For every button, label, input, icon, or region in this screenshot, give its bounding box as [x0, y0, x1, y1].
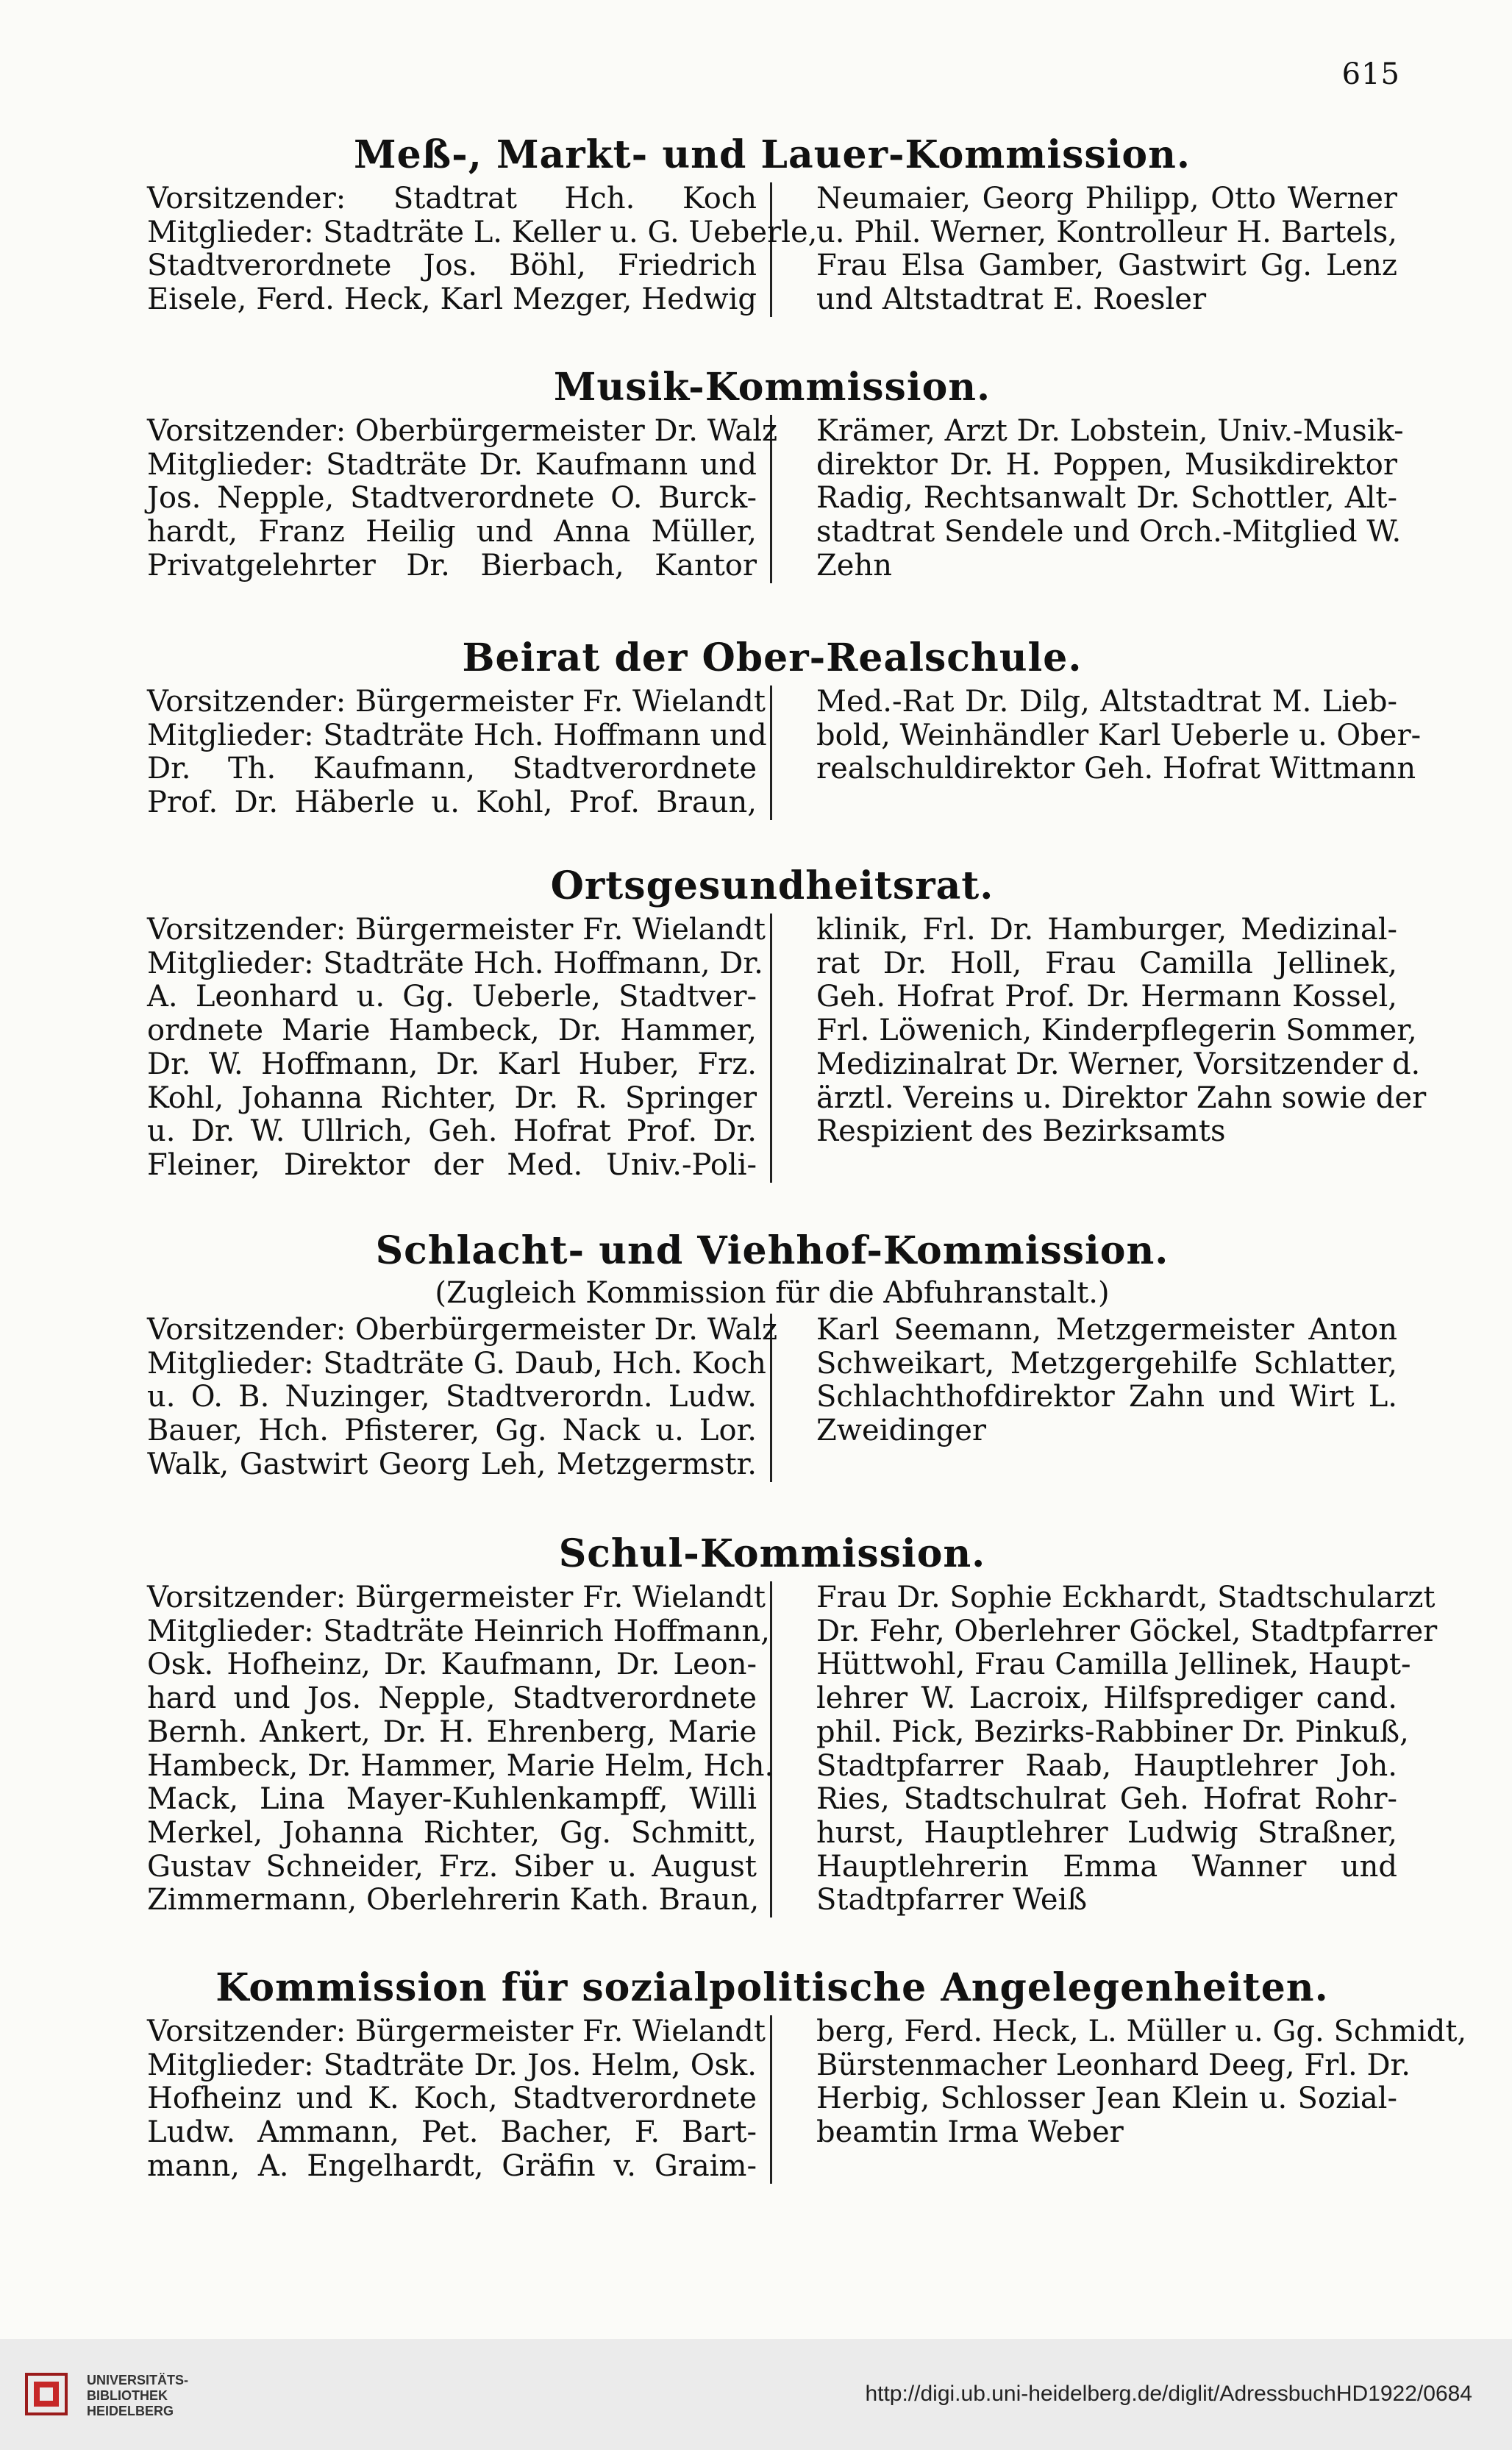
left-column	[147, 914, 772, 1183]
text-line: Herbig, Schlosser Jean Klein u. Sozial-	[816, 2082, 1397, 2116]
text-line: Vorsitzender: Oberbürgermeister Dr. Walz	[147, 1313, 778, 1347]
text-line: Karl Seemann, Metzgermeister Anton	[816, 1313, 1397, 1347]
section-heading: Beirat der Ober-Realschule.	[462, 635, 1083, 680]
text-line: Eisele, Ferd. Heck, Karl Mezger, Hedwig	[147, 282, 757, 317]
text-line: Stadtpfarrer Weiß	[816, 1883, 1088, 1917]
text-line: Zehn	[816, 548, 892, 583]
text-line: Mack, Lina Mayer-Kuhlenkampff, Willi	[147, 1782, 757, 1817]
text-line: realschuldirektor Geh. Hofrat Wittmann	[816, 752, 1416, 786]
text-line: Hofheinz und K. Koch, Stadtverordnete	[147, 2082, 757, 2116]
section-sozialpolitische-angelegenheiten	[147, 1964, 1467, 2184]
left-column	[147, 1313, 778, 1482]
library-name	[87, 2373, 188, 2419]
two-column-text	[147, 913, 1427, 1183]
text-line: hardt, Franz Heilig und Anna Müller,	[147, 515, 757, 549]
two-column-text	[147, 685, 1422, 820]
text-line: u. Dr. W. Ullrich, Geh. Hofrat Prof. Dr.	[147, 1114, 757, 1149]
section-heading: Musik-Kommission.	[553, 365, 991, 410]
text-line: Vorsitzender: Oberbürgermeister Dr. Walz	[147, 414, 778, 448]
text-line: bold, Weinhändler Karl Ueberle u. Ober-	[816, 718, 1422, 752]
section-heading: Ortsgesundheitsrat.	[550, 863, 994, 908]
text-line: u. O. B. Nuzinger, Stadtverordn. Ludw.	[147, 1380, 757, 1414]
text-line: Fleiner, Direktor der Med. Univ.-Poli-	[147, 1147, 757, 1182]
text-line: Bürstenmacher Leonhard Deeg, Frl. Dr.	[816, 2048, 1411, 2082]
text-line: klinik, Frl. Dr. Hamburger, Medizinal-	[816, 913, 1397, 947]
text-line: Jos. Nepple, Stadtverordnete O. Burck-	[147, 481, 757, 516]
page-number: 615	[1341, 57, 1400, 91]
text-line: Mitglieder: Stadträte Heinrich Hoffmann,	[147, 1614, 771, 1648]
text-line: Bernh. Ankert, Dr. H. Ehrenberg, Marie	[147, 1714, 757, 1749]
text-line: Osk. Hofheinz, Dr. Kaufmann, Dr. Leon-	[147, 1648, 757, 1682]
text-line: Prof. Dr. Häberle u. Kohl, Prof. Braun,	[147, 786, 757, 820]
text-line: hard und Jos. Nepple, Stadtverordnete	[147, 1681, 757, 1716]
text-line: und Altstadtrat E. Roesler	[816, 282, 1207, 317]
text-line: Mitglieder: Stadträte L. Keller u. G. Ueberle,	[147, 215, 818, 249]
text-line: Mitglieder: Stadträte Hch. Hoffmann und	[147, 718, 767, 752]
text-line: Stadtverordnete Jos. Böhl, Friedrich	[147, 249, 757, 283]
two-column-text	[147, 182, 1397, 317]
text-line: lehrer W. Lacroix, Hilfsprediger cand.	[816, 1681, 1397, 1716]
section-musik	[147, 363, 1404, 583]
text-line: u. Phil. Werner, Kontrolleur H. Bartels,	[816, 215, 1397, 249]
text-line: Kohl, Johanna Richter, Dr. R. Springer	[147, 1080, 757, 1115]
text-line: Vorsitzender: Bürgermeister Fr. Wielandt	[147, 685, 766, 719]
text-line: stadtrat Sendele und Orch.-Mitglied W.	[816, 515, 1402, 549]
text-line: Dr. Th. Kaufmann, Stadtverordnete	[147, 752, 757, 786]
text-line: Mitglieder: Stadträte Hch. Hoffmann, Dr.	[147, 946, 763, 980]
university-library-logo-icon	[22, 2370, 71, 2418]
section-heading: Kommission für sozialpolitische Angelegenheiten.	[215, 1965, 1329, 2010]
text-line: Dr. W. Hoffmann, Dr. Karl Huber, Frz.	[147, 1047, 757, 1081]
text-line: Gustav Schneider, Frz. Siber u. August	[147, 1849, 757, 1884]
text-line: Vorsitzender: Bürgermeister Fr. Wielandt	[147, 913, 766, 947]
text-line: A. Leonhard u. Gg. Ueberle, Stadtver-	[147, 980, 757, 1014]
section-mess-markt-lauer	[147, 131, 1397, 317]
text-line: Medizinalrat Dr. Werner, Vorsitzender d.	[816, 1047, 1421, 1081]
text-line: berg, Ferd. Heck, L. Müller u. Gg. Schmidt,	[816, 2015, 1467, 2048]
text-line: mann, A. Engelhardt, Gräfin v. Graim-	[147, 2148, 757, 2183]
text-line: Hambeck, Dr. Hammer, Marie Helm, Hch.	[147, 1748, 774, 1783]
text-line: Med.-Rat Dr. Dilg, Altstadtrat M. Lieb-	[816, 685, 1397, 719]
right-column	[772, 1581, 1438, 1917]
right-column	[772, 1314, 1397, 1482]
text-line: Respizient des Bezirksamts	[816, 1114, 1226, 1149]
text-line: Mitglieder: Stadträte Dr. Kaufmann und	[147, 447, 757, 482]
two-column-text	[147, 1581, 1438, 1917]
section-schul	[147, 1530, 1438, 1917]
text-line: Zimmermann, Oberlehrerin Kath. Braun,	[147, 1883, 760, 1917]
two-column-text	[147, 1314, 1397, 1482]
text-line: Neumaier, Georg Philipp, Otto Werner	[816, 182, 1397, 216]
text-line: Hüttwohl, Frau Camilla Jellinek, Haupt-	[816, 1648, 1411, 1682]
library-name-line: BIBLIOTHEK	[87, 2388, 168, 2403]
section-subheading: (Zugleich Kommission für die Abfuhranstalt.)	[435, 1276, 1110, 1310]
text-line: Vorsitzender: Bürgermeister Fr. Wielandt	[147, 1581, 766, 1614]
text-line: Frau Dr. Sophie Eckhardt, Stadtschularzt	[816, 1581, 1436, 1614]
text-line: Stadtpfarrer Raab, Hauptlehrer Joh.	[816, 1748, 1397, 1783]
right-column	[772, 414, 1404, 583]
right-column	[772, 913, 1427, 1183]
text-line: Radig, Rechtsanwalt Dr. Schottler, Alt-	[816, 481, 1397, 516]
text-line: hurst, Hauptlehrer Ludwig Straßner,	[816, 1815, 1397, 1850]
text-line: Mitglieder: Stadträte G. Daub, Hch. Koch	[147, 1346, 766, 1381]
library-name-line: HEIDELBERG	[87, 2404, 174, 2418]
section-heading: Schlacht- und Viehhof-Kommission.	[375, 1228, 1169, 1273]
text-line: Schlachthofdirektor Zahn und Wirt L.	[816, 1380, 1397, 1414]
left-column	[147, 182, 818, 317]
section-heading: Meß-, Markt- und Lauer-Kommission.	[354, 132, 1191, 177]
text-line: Bauer, Hch. Pfisterer, Gg. Nack u. Lor.	[147, 1414, 757, 1448]
text-line: Krämer, Arzt Dr. Lobstein, Univ.-Musik-	[816, 414, 1404, 448]
right-column	[772, 182, 1397, 317]
two-column-text	[147, 414, 1404, 583]
text-line: Dr. Fehr, Oberlehrer Göckel, Stadtpfarrer	[816, 1614, 1438, 1648]
right-column	[772, 2015, 1467, 2184]
section-ortsgesundheitsrat	[147, 862, 1427, 1183]
text-line: ärztl. Vereins u. Direktor Zahn sowie der	[816, 1080, 1427, 1115]
text-line: rat Dr. Holl, Frau Camilla Jellinek,	[816, 946, 1397, 980]
left-column	[147, 1581, 772, 1917]
text-line: Frau Elsa Gamber, Gastwirt Gg. Lenz	[816, 249, 1397, 283]
right-column	[772, 685, 1422, 820]
text-line: Merkel, Johanna Richter, Gg. Schmitt,	[147, 1815, 757, 1850]
text-line: Zweidinger	[816, 1414, 987, 1448]
text-line: Vorsitzender: Bürgermeister Fr. Wielandt	[147, 2015, 766, 2048]
text-line: Geh. Hofrat Prof. Dr. Hermann Kossel,	[816, 980, 1397, 1014]
library-name-line: UNIVERSITÄTS-	[87, 2373, 189, 2387]
text-line: Hauptlehrerin Emma Wanner und	[816, 1849, 1397, 1884]
text-line: ordnete Marie Hambeck, Dr. Hammer,	[147, 1014, 757, 1048]
text-line: Mitglieder: Stadträte Dr. Jos. Helm, Osk.	[147, 2048, 757, 2082]
section-schlacht-viehhof	[147, 1227, 1397, 1482]
text-line: beamtin Irma Weber	[816, 2115, 1124, 2150]
text-line: phil. Pick, Bezirks-Rabbiner Dr. Pinkuß,	[816, 1714, 1409, 1749]
text-line: direktor Dr. H. Poppen, Musikdirektor	[816, 447, 1397, 482]
left-column	[147, 685, 772, 820]
text-line: Frl. Löwenich, Kinderpflegerin Sommer,	[816, 1014, 1417, 1048]
text-line: Vorsitzender: Stadtrat Hch. Koch	[147, 182, 757, 216]
library-footer	[0, 2339, 1512, 2450]
left-column	[147, 2015, 772, 2184]
text-line: Walk, Gastwirt Georg Leh, Metzgermstr.	[147, 1447, 757, 1481]
text-line: Ries, Stadtschulrat Geh. Hofrat Rohr-	[816, 1782, 1397, 1817]
text-line: Schweikart, Metzgergehilfe Schlatter,	[816, 1346, 1397, 1381]
two-column-text	[147, 2015, 1467, 2184]
text-line: Privatgelehrter Dr. Bierbach, Kantor	[147, 548, 757, 583]
section-heading: Schul-Kommission.	[558, 1531, 986, 1576]
left-column	[147, 414, 778, 583]
text-line: Ludw. Ammann, Pet. Bacher, F. Bart-	[147, 2115, 757, 2150]
section-beirat-ober-realschule	[147, 634, 1422, 820]
permalink-url[interactable]: http://digi.ub.uni-heidelberg.de/diglit/AdressbuchHD1922/0684	[865, 2382, 1472, 2406]
